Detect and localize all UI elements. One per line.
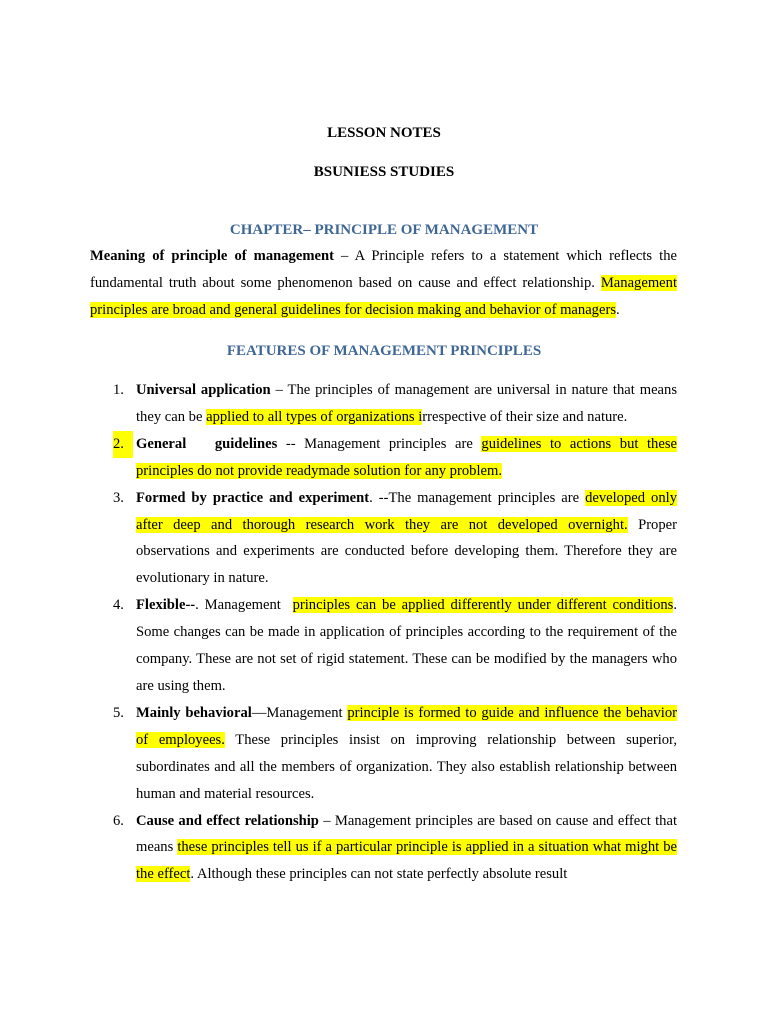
meaning-end: . xyxy=(616,301,620,318)
feature-text: Management principles are xyxy=(304,435,482,452)
feature-item-cause-and-effect xyxy=(90,808,677,889)
feature-text: The management principles are xyxy=(388,489,586,506)
feature-term: Flexible-- xyxy=(136,597,196,614)
meaning-dash: – xyxy=(333,248,355,264)
feature-term: Mainly behavioral xyxy=(136,704,252,721)
feature-highlight: principles can be applied differently under different conditions xyxy=(292,597,674,614)
feature-highlight: guidelines to actions but these principles do not provide readymade solution for any problem. xyxy=(136,435,677,479)
feature-term: Cause and effect relationship xyxy=(136,812,319,829)
feature-text-after: . Although these principles can not state perfectly absolute result xyxy=(190,866,568,883)
feature-highlight: applied to all types of organizations i xyxy=(206,408,423,425)
feature-separator: – xyxy=(318,812,335,829)
feature-text-after: . Some changes can be made in application of principles according to the requirement of the company. These are not set of rigid statement. These can be modified by the managers who are using them. xyxy=(136,597,678,694)
feature-text: Management xyxy=(204,597,293,614)
features-heading: FEATURES OF MANAGEMENT PRINCIPLES xyxy=(226,343,542,359)
feature-number: 5. xyxy=(113,704,124,721)
feature-highlight: principle is formed to guide and influence the behavior of employees. xyxy=(136,704,677,748)
feature-item-formed-by-practice xyxy=(90,485,677,593)
feature-term: Universal application xyxy=(136,382,271,398)
feature-highlight: these principles tell us if a particular principle is applied in a situation what might be the effect xyxy=(136,839,677,883)
meaning-highlight: Management principles are broad and general guidelines for decision making and behavior of managers xyxy=(90,274,677,318)
features-list xyxy=(90,377,677,888)
feature-number: 2. xyxy=(113,431,133,458)
feature-highlight: developed only after deep and thorough research work they are not developed overnight. xyxy=(136,489,677,533)
feature-number: 6. xyxy=(113,812,124,829)
feature-text-after: These principles insist on improving relationship between superior, subordinates and all the members of organization. They also establish relationship between human and material resources. xyxy=(136,731,677,802)
feature-text: Management principles are based on cause and effect that means xyxy=(136,812,677,856)
feature-item-mainly-behavioral xyxy=(90,700,677,808)
feature-item-flexible xyxy=(90,592,677,700)
feature-number: 4. xyxy=(113,597,124,614)
feature-separator: – xyxy=(270,382,288,398)
feature-number: 3. xyxy=(113,489,124,506)
meaning-term: Meaning of principle of management xyxy=(90,248,334,264)
feature-text-after: Proper observations and experiments are conducted before developing them. Therefore they are evolutionary in nature. xyxy=(136,516,677,587)
feature-item-universal-application xyxy=(90,377,677,431)
feature-term: General guidelines xyxy=(136,435,278,452)
meaning-text: A Principle refers to a statement which reflects the fundamental truth about some phenomenon based on cause and effect relationship. xyxy=(90,248,677,291)
feature-item-general-guidelines xyxy=(90,431,677,485)
feature-text: The principles of management are universal in nature that means they can be xyxy=(136,382,677,425)
document-title: LESSON NOTES xyxy=(327,125,441,141)
document-subject: BSUNIESS STUDIES xyxy=(313,164,455,180)
feature-text: Management xyxy=(266,704,348,721)
feature-term: Formed by practice and experiment xyxy=(136,489,370,506)
feature-separator: . -- xyxy=(369,489,389,506)
meaning-paragraph xyxy=(90,243,677,324)
feature-separator: . xyxy=(195,597,205,614)
chapter-heading: CHAPTER– PRINCIPLE OF MANAGEMENT xyxy=(229,222,539,238)
feature-text-after: rrespective of their size and nature. xyxy=(422,408,628,425)
feature-separator: -- xyxy=(277,435,305,452)
feature-number: 1. xyxy=(113,382,124,398)
feature-separator: — xyxy=(251,704,267,721)
